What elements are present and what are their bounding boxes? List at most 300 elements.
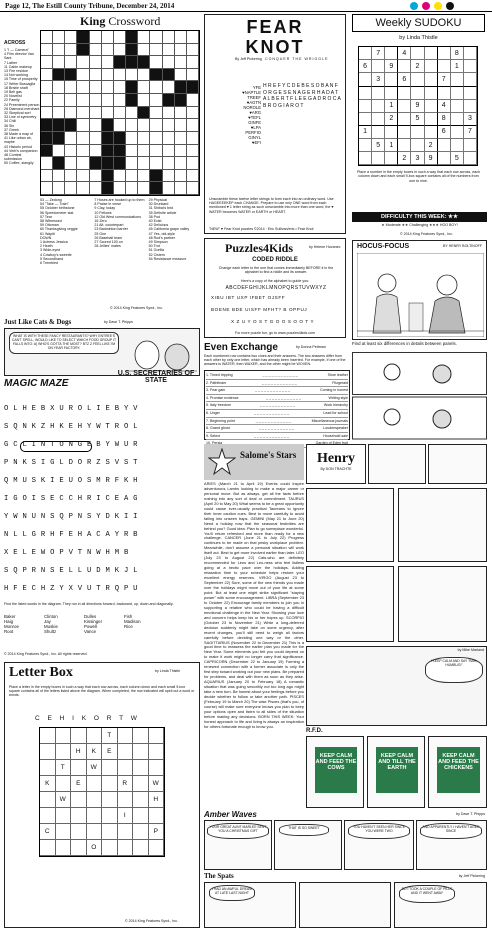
crossword-cell[interactable] [102, 56, 114, 69]
sudoku-cell[interactable] [464, 100, 477, 113]
p4k-copy-line: Here's a copy of the alphabet to guide you: [240, 279, 310, 283]
page-header-text: Page 12, The Estill County Tribune, December 24, 2014 [5, 2, 175, 10]
crossword-cell[interactable] [102, 31, 114, 44]
letter-box-cell[interactable] [71, 792, 87, 808]
sudoku-cell[interactable] [438, 87, 451, 100]
sudoku-cell[interactable] [385, 87, 398, 100]
crossword-cell[interactable] [150, 145, 162, 158]
sudoku-cell[interactable] [425, 113, 438, 126]
even-exchange-blanks[interactable]: _ _ _ _ _ _ _ _ _ _ _ _ [255, 418, 291, 423]
even-exchange-blanks[interactable]: _ _ _ _ _ _ _ _ _ _ _ _ [254, 410, 290, 415]
spats-by: by Jeff Pickering [458, 874, 485, 878]
crossword-cell[interactable] [90, 94, 102, 107]
letter-box-cell[interactable] [149, 760, 165, 776]
letter-box-cell[interactable] [71, 840, 87, 856]
crossword-cell[interactable] [102, 94, 114, 107]
crossword-cell[interactable] [114, 107, 126, 120]
crossword-cell[interactable] [102, 81, 114, 94]
crossword-cell[interactable] [41, 31, 53, 44]
letter-box-cell[interactable] [102, 840, 118, 856]
sudoku-cell[interactable] [359, 139, 372, 152]
spats-bubble-2: SO I TOOK A COUPLE OF PILLS AND IT WENT AWAY [399, 885, 455, 903]
maze-circled-word [20, 441, 92, 452]
clue: 6 Trembled [40, 261, 58, 266]
crossword-cell[interactable] [65, 44, 77, 57]
even-exchange-blanks[interactable]: _ _ _ _ _ _ _ _ _ _ _ _ [261, 380, 297, 385]
letter-box-cell[interactable] [40, 744, 56, 760]
crossword-cell[interactable] [77, 182, 89, 195]
letter-box-copyright: © 2014 King Features Synd., Inc. [125, 919, 178, 923]
sudoku-cell[interactable] [464, 73, 477, 86]
letter-box-cell[interactable] [71, 760, 87, 776]
letter-box-cell[interactable] [102, 824, 118, 840]
crossword-cell[interactable] [53, 44, 65, 57]
crossword-cell[interactable] [77, 170, 89, 183]
crossword-cell[interactable] [187, 31, 199, 44]
sudoku-cell[interactable] [359, 87, 372, 100]
crossword-cell[interactable] [65, 145, 77, 158]
letter-box-cell[interactable] [87, 728, 103, 744]
letter-box-cell[interactable] [56, 776, 72, 792]
crossword-cell[interactable] [65, 31, 77, 44]
sudoku-cell[interactable] [372, 87, 385, 100]
crossword-cell[interactable] [65, 182, 77, 195]
letter-box-cell[interactable] [149, 744, 165, 760]
even-exchange-blanks[interactable]: _ _ _ _ _ _ _ _ _ _ _ _ [259, 426, 294, 431]
crossword-cell[interactable] [114, 170, 126, 183]
crossword-cell[interactable] [175, 157, 187, 170]
crossword-cell[interactable] [77, 145, 89, 158]
sudoku-cell[interactable] [398, 126, 411, 139]
even-exchange-blanks[interactable]: _ _ _ _ _ _ _ _ _ _ _ _ [254, 433, 290, 438]
crossword-cell[interactable] [163, 107, 175, 120]
crossword-cell[interactable] [126, 69, 138, 82]
registration-cyan-dot [410, 2, 418, 10]
sudoku-cell[interactable] [359, 152, 372, 165]
crossword-cell[interactable] [102, 69, 114, 82]
sudoku-cell[interactable] [385, 47, 398, 60]
letter-box-cell[interactable] [71, 808, 87, 824]
crossword-cell[interactable] [187, 157, 199, 170]
sudoku-cell[interactable] [359, 73, 372, 86]
clue: 38 Pod [148, 214, 161, 219]
clue: 16 Zero [94, 219, 107, 224]
clue: 32 Skeptical sort [4, 111, 31, 116]
sudoku-cell[interactable] [451, 113, 464, 126]
letter-box-cell[interactable] [133, 808, 149, 824]
sudoku-cell[interactable] [372, 100, 385, 113]
even-exchange-blanks[interactable]: _ _ _ _ _ _ _ _ _ _ _ _ [266, 395, 301, 400]
crossword-cell[interactable] [187, 170, 199, 183]
crossword-cell[interactable] [53, 145, 65, 158]
sudoku-cell[interactable] [385, 73, 398, 86]
crossword-cell[interactable] [65, 170, 77, 183]
sudoku-cell[interactable] [385, 126, 398, 139]
sudoku-cell[interactable] [372, 126, 385, 139]
crossword-cell[interactable] [150, 56, 162, 69]
sudoku-difficulty-key: ★ Moderate ★★ Challenging ★★★ HOO BOY! [381, 223, 458, 227]
crossword-cell[interactable] [138, 182, 150, 195]
crossword-cell[interactable] [53, 56, 65, 69]
crossword-cell[interactable] [175, 145, 187, 158]
sudoku-cell[interactable] [438, 60, 451, 73]
letter-box-cell[interactable] [40, 808, 56, 824]
crossword-black-square [187, 81, 199, 94]
crossword-cell[interactable] [126, 119, 138, 132]
sudoku-cell[interactable] [451, 139, 464, 152]
crossword-cell[interactable] [150, 157, 162, 170]
letter-box-cell[interactable] [56, 824, 72, 840]
crossword-grid[interactable] [40, 30, 200, 196]
crossword-cell[interactable] [138, 69, 150, 82]
crossword-cell[interactable] [77, 94, 89, 107]
crossword-cell[interactable] [90, 81, 102, 94]
crossword-cell[interactable] [114, 69, 126, 82]
crossword-cell[interactable] [114, 182, 126, 195]
crossword-cell[interactable] [90, 182, 102, 195]
sudoku-cell[interactable] [359, 47, 372, 60]
clue: 59 Ottoman [40, 223, 59, 228]
crossword-cell[interactable] [65, 56, 77, 69]
crossword-cell[interactable] [90, 56, 102, 69]
even-exchange-left-clue: 3. Fear gain [206, 388, 226, 393]
crossword-cell[interactable] [163, 81, 175, 94]
letter-box-cell[interactable] [56, 728, 72, 744]
crossword-cell[interactable] [65, 81, 77, 94]
crossword-cell[interactable] [41, 44, 53, 57]
crossword-cell[interactable] [187, 44, 199, 57]
sudoku-cell[interactable] [411, 73, 424, 86]
crossword-black-square [53, 119, 65, 132]
amber-bubble-3: YOU HAVEN'T SEEN HER SINCE YOU WERE TWO [348, 823, 410, 839]
even-exchange-blanks[interactable]: _ _ _ _ _ _ _ _ _ _ _ _ [262, 373, 298, 377]
clue: 7 Hoses are hooked up to them [94, 198, 145, 202]
fear-knot-title-2: KNOT [245, 37, 305, 57]
letter-box-cell[interactable] [118, 728, 134, 744]
sudoku-cell[interactable] [451, 126, 464, 139]
clue: 47 Yes, old-style [148, 231, 175, 236]
crossword-cell[interactable] [90, 170, 102, 183]
crossword-cell[interactable] [187, 119, 199, 132]
crossword-cell[interactable] [187, 56, 199, 69]
crossword-cell[interactable] [41, 107, 53, 120]
letter-box-cell[interactable] [71, 824, 87, 840]
sudoku-cell[interactable] [438, 139, 451, 152]
sudoku-cell[interactable] [398, 60, 411, 73]
crossword-cell[interactable] [90, 69, 102, 82]
letter-box-cell[interactable] [87, 792, 103, 808]
crossword-cell[interactable] [90, 44, 102, 57]
letter-box-grid[interactable] [39, 727, 165, 857]
sudoku-cell: 1 [385, 139, 398, 152]
crossword-cell[interactable] [53, 81, 65, 94]
letter-box-cell[interactable] [133, 760, 149, 776]
sudoku-cell[interactable] [425, 60, 438, 73]
even-exchange-left-clue: 2. Pathfinder [206, 380, 227, 385]
sudoku-cell[interactable] [464, 152, 477, 165]
letter-box-cell[interactable] [40, 728, 56, 744]
letter-box-cell[interactable] [87, 808, 103, 824]
letter-box-cell[interactable] [56, 808, 72, 824]
letter-box-cell[interactable] [133, 792, 149, 808]
fear-knot-word: PERFIO [245, 130, 261, 135]
crossword-cell[interactable] [187, 107, 199, 120]
clue: 45 California grape valley [148, 227, 190, 232]
crossword-cell[interactable] [77, 69, 89, 82]
letter-box-cell[interactable] [149, 808, 165, 824]
crossword-cell[interactable] [163, 56, 175, 69]
sudoku-cell[interactable] [411, 139, 424, 152]
even-exchange-blanks[interactable]: _ _ _ _ _ _ _ _ _ _ _ _ [259, 403, 295, 408]
sudoku-cell[interactable] [398, 87, 411, 100]
sudoku-cell[interactable] [398, 100, 411, 113]
letter-box-cell[interactable] [56, 744, 72, 760]
sudoku-cell[interactable] [425, 87, 438, 100]
crossword-cell[interactable] [102, 107, 114, 120]
letter-box-cell[interactable] [71, 728, 87, 744]
crossword-cell[interactable] [90, 31, 102, 44]
letter-box-cell[interactable] [40, 792, 56, 808]
crossword-cell[interactable] [138, 44, 150, 57]
sudoku-cell[interactable] [438, 152, 451, 165]
crossword-cell[interactable] [41, 157, 53, 170]
crossword-cell[interactable] [175, 44, 187, 57]
crossword-cell[interactable] [90, 119, 102, 132]
crossword-cell[interactable] [138, 145, 150, 158]
amber-panel-3 [344, 820, 414, 870]
letter-box-cell: I [118, 808, 134, 824]
sudoku-cell[interactable] [464, 87, 477, 100]
crossword-cell[interactable] [90, 132, 102, 145]
crossword-cell[interactable] [126, 170, 138, 183]
fear-knot-title-1: FEAR [246, 17, 304, 37]
crossword-cell[interactable] [77, 157, 89, 170]
crossword-cell[interactable] [114, 81, 126, 94]
crossword-black-square [102, 182, 114, 195]
sudoku-cell[interactable] [359, 100, 372, 113]
sudoku-cell[interactable] [372, 113, 385, 126]
even-exchange-rows [204, 370, 350, 440]
letter-box-cell[interactable] [118, 824, 134, 840]
crossword-cell[interactable] [126, 107, 138, 120]
sudoku-cell[interactable] [425, 126, 438, 139]
crossword-cell[interactable] [65, 132, 77, 145]
henry-panel-4 [306, 488, 394, 562]
crossword-cell[interactable] [138, 31, 150, 44]
crossword-cell[interactable] [187, 132, 199, 145]
crossword-cell[interactable] [163, 170, 175, 183]
crossword-cell[interactable] [41, 94, 53, 107]
crossword-cell[interactable] [187, 145, 199, 158]
sudoku-cell[interactable] [464, 139, 477, 152]
maze-word: Powell [84, 624, 97, 629]
crossword-cell[interactable] [163, 145, 175, 158]
crossword-cell[interactable] [53, 107, 65, 120]
letter-box-cell[interactable] [102, 808, 118, 824]
letter-box-cell[interactable] [149, 728, 165, 744]
crossword-cell[interactable] [150, 31, 162, 44]
sudoku-cell[interactable] [451, 73, 464, 86]
sudoku-cell[interactable] [438, 47, 451, 60]
sudoku-cell[interactable] [451, 87, 464, 100]
crossword-cell[interactable] [175, 182, 187, 195]
crossword-cell[interactable] [41, 182, 53, 195]
maze-word: Vance [84, 629, 97, 634]
fear-knot-letter-grid: H R E F Y C D E B E S O B A N F O R G E S E N A G E R H A D A T A L B E R T F L E E G A D R O C A B R O G I A R O T [263, 83, 341, 109]
letter-box-cell[interactable] [40, 840, 56, 856]
crossword-cell[interactable] [114, 31, 126, 44]
clue: 60 Thanksgiving veggie [40, 227, 78, 232]
crossword-cell[interactable] [77, 107, 89, 120]
crossword-cell[interactable] [41, 56, 53, 69]
crossword-cell[interactable] [150, 107, 162, 120]
sudoku-cell[interactable] [425, 73, 438, 86]
letter-box-cell[interactable] [118, 792, 134, 808]
crossword-cell[interactable] [163, 157, 175, 170]
letter-box-instructions: Place a letter in the empty boxes in such a way that each row across, each column down and each small 9-box square contains all of the letters listed above the diagram. When completed, the row indicated will spell out a word or words. [9, 685, 195, 698]
crossword-black-square [114, 132, 126, 145]
crossword-black-square [163, 69, 175, 82]
sudoku-cell[interactable] [451, 100, 464, 113]
crossword-cell[interactable] [175, 107, 187, 120]
letter-box-cell[interactable] [102, 792, 118, 808]
crossword-cell[interactable] [175, 31, 187, 44]
fear-knot-word: ♥AGTN [246, 100, 261, 105]
crossword-cell[interactable] [187, 182, 199, 195]
letter-box-cell[interactable] [56, 840, 72, 856]
crossword-cell[interactable] [163, 44, 175, 57]
crossword-cell[interactable] [126, 157, 138, 170]
crossword-cell[interactable] [175, 170, 187, 183]
letter-box-cell[interactable] [102, 776, 118, 792]
crossword-cell[interactable] [41, 170, 53, 183]
letter-box-cell: H [149, 792, 165, 808]
crossword-cell[interactable] [126, 182, 138, 195]
crossword-cell[interactable] [163, 119, 175, 132]
sudoku-cell[interactable] [385, 152, 398, 165]
crossword-cell[interactable] [150, 119, 162, 132]
clue: 36 Sin [4, 123, 15, 128]
crossword-cell[interactable] [90, 145, 102, 158]
crossword-cell[interactable] [65, 107, 77, 120]
crossword-cell[interactable] [187, 94, 199, 107]
sudoku-cell[interactable] [398, 139, 411, 152]
clue: 18 Bristle shaft [4, 85, 28, 90]
page-header [0, 0, 492, 12]
magic-maze-letter-grid[interactable] [4, 400, 200, 598]
letter-box-cell[interactable] [118, 744, 134, 760]
sudoku-cell[interactable] [411, 47, 424, 60]
crossword-cell[interactable] [114, 94, 126, 107]
sudoku-cell[interactable] [372, 152, 385, 165]
sudoku-cell[interactable] [411, 87, 424, 100]
crossword-cell[interactable] [175, 69, 187, 82]
crossword-cell[interactable] [65, 94, 77, 107]
even-exchange-blanks[interactable]: _ _ _ _ _ _ _ _ _ _ _ _ [255, 388, 291, 393]
crossword-cell[interactable] [163, 31, 175, 44]
crossword-cell[interactable] [77, 119, 89, 132]
crossword-cell[interactable] [126, 145, 138, 158]
letter-box-cell[interactable] [133, 824, 149, 840]
letter-box-cell[interactable] [118, 760, 134, 776]
letter-box-cell[interactable] [102, 760, 118, 776]
letter-box-cell[interactable] [40, 760, 56, 776]
crossword-cell[interactable] [175, 56, 187, 69]
letter-box-cell[interactable] [133, 776, 149, 792]
crossword-cell[interactable] [138, 81, 150, 94]
p4k-subtitle: CODED RIDDLE [252, 257, 298, 263]
letter-box-cell[interactable] [133, 840, 149, 856]
crossword-cell[interactable] [150, 132, 162, 145]
letter-box-cell[interactable] [149, 840, 165, 856]
crossword-cell[interactable] [138, 132, 150, 145]
crossword-cell[interactable] [163, 182, 175, 195]
clue: 24 Preeminent person [4, 102, 40, 107]
sudoku-cell[interactable] [464, 47, 477, 60]
crossword-cell[interactable] [150, 44, 162, 57]
crossword-cell[interactable] [65, 157, 77, 170]
sudoku-cell: 2 [411, 60, 424, 73]
crossword-cell[interactable] [41, 81, 53, 94]
crossword-cell[interactable] [163, 132, 175, 145]
crossword-cell[interactable] [150, 81, 162, 94]
sudoku-grid[interactable] [358, 46, 478, 166]
clue: 42 Delicious [148, 223, 169, 228]
crossword-cell[interactable] [175, 132, 187, 145]
crossword-cell[interactable] [114, 119, 126, 132]
letter-box-cell[interactable] [87, 776, 103, 792]
letter-box-cell[interactable] [133, 744, 149, 760]
crossword-cell[interactable] [53, 170, 65, 183]
crossword-cell[interactable] [53, 182, 65, 195]
crossword-cell[interactable] [175, 119, 187, 132]
magic-maze-title: MAGIC MAZE [4, 378, 69, 389]
sudoku-cell[interactable] [425, 100, 438, 113]
sudoku-cell[interactable] [359, 113, 372, 126]
crossword-cell[interactable] [126, 132, 138, 145]
sudoku-cell[interactable] [411, 126, 424, 139]
sudoku-cell[interactable] [425, 47, 438, 60]
rfd-sign-1: KEEP CALM AND FEED THE COWS [315, 747, 357, 793]
crossword-cell[interactable] [138, 157, 150, 170]
crossword-cell[interactable] [150, 94, 162, 107]
maze-row: I G O I S E C C H R I C E A G [4, 495, 138, 503]
crossword-cell[interactable] [138, 94, 150, 107]
crossword-cell[interactable] [77, 56, 89, 69]
crossword-cell[interactable] [114, 44, 126, 57]
letter-box-cell[interactable] [118, 840, 134, 856]
crossword-cell[interactable] [53, 31, 65, 44]
sudoku-cell[interactable] [372, 60, 385, 73]
sudoku-cell[interactable] [398, 113, 411, 126]
crossword-cell[interactable] [53, 94, 65, 107]
crossword-cell[interactable] [138, 170, 150, 183]
letter-box-cell[interactable] [87, 824, 103, 840]
crossword-cell[interactable] [41, 69, 53, 82]
fear-knot-word: YFE [252, 85, 261, 90]
crossword-cell[interactable] [102, 44, 114, 57]
clue: 17 Writer Buscaglia [4, 81, 36, 86]
even-exchange-right-clue: Household sale [323, 433, 348, 438]
crossword-cell[interactable] [187, 69, 199, 82]
crossword-cell[interactable] [77, 81, 89, 94]
crossword-cell[interactable] [77, 132, 89, 145]
rfd-title: R.F.D. [306, 728, 323, 734]
letter-box-cell[interactable] [133, 728, 149, 744]
crossword-cell[interactable] [138, 119, 150, 132]
sudoku-cell[interactable] [464, 60, 477, 73]
crossword-cell[interactable] [90, 107, 102, 120]
